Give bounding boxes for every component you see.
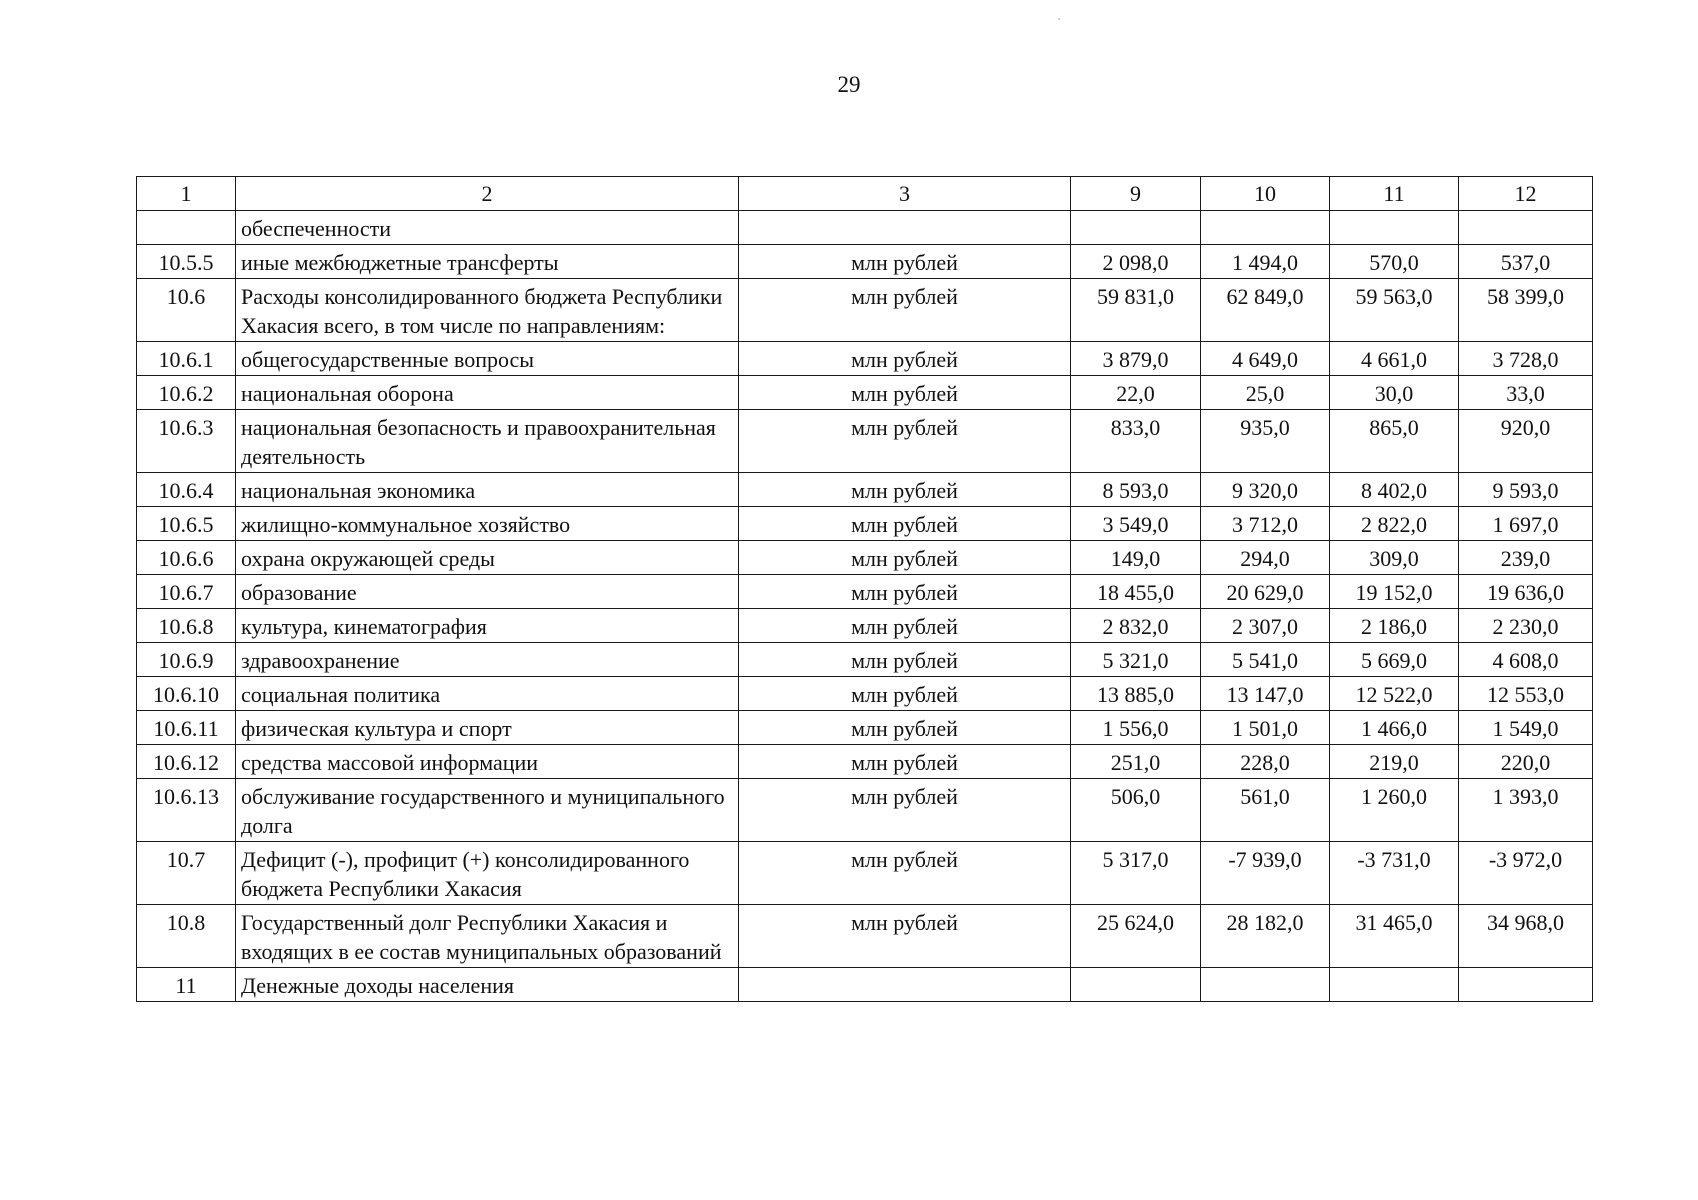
row-value: 19 636,0 — [1459, 575, 1593, 609]
row-name: здравоохранение — [236, 643, 739, 677]
row-value: 31 465,0 — [1330, 905, 1459, 968]
row-value: 5 317,0 — [1071, 842, 1201, 905]
row-code: 10.6.10 — [137, 677, 236, 711]
header-row — [137, 177, 1593, 211]
row-unit: млн рублей — [739, 507, 1071, 541]
row-name: образование — [236, 575, 739, 609]
row-value: 570,0 — [1330, 245, 1459, 279]
row-value: 1 501,0 — [1201, 711, 1330, 745]
row-value: 9 320,0 — [1201, 473, 1330, 507]
column-header: 9 — [1071, 177, 1201, 211]
table-row — [137, 643, 1593, 677]
row-unit: млн рублей — [739, 905, 1071, 968]
row-value — [1071, 211, 1201, 245]
row-code: 10.6 — [137, 279, 236, 342]
row-value: 4 649,0 — [1201, 342, 1330, 376]
row-value: 58 399,0 — [1459, 279, 1593, 342]
row-value: 20 629,0 — [1201, 575, 1330, 609]
row-unit: млн рублей — [739, 745, 1071, 779]
row-value: 537,0 — [1459, 245, 1593, 279]
column-header: 11 — [1330, 177, 1459, 211]
row-value: 22,0 — [1071, 376, 1201, 410]
table-row — [137, 779, 1593, 842]
row-unit: млн рублей — [739, 342, 1071, 376]
table-row — [137, 279, 1593, 342]
row-code: 10.6.12 — [137, 745, 236, 779]
row-value: 33,0 — [1459, 376, 1593, 410]
row-value: 18 455,0 — [1071, 575, 1201, 609]
row-code: 10.8 — [137, 905, 236, 968]
table-row — [137, 376, 1593, 410]
row-value: 2 822,0 — [1330, 507, 1459, 541]
row-value: 1 466,0 — [1330, 711, 1459, 745]
row-unit: млн рублей — [739, 711, 1071, 745]
row-value: 506,0 — [1071, 779, 1201, 842]
table-row — [137, 905, 1593, 968]
row-code: 10.6.13 — [137, 779, 236, 842]
column-header: 2 — [236, 177, 739, 211]
row-name: Дефицит (-), профицит (+) консолидированного бюджета Республики Хакасия — [236, 842, 739, 905]
row-name: национальная безопасность и правоохранительная деятельность — [236, 410, 739, 473]
row-value: 251,0 — [1071, 745, 1201, 779]
row-value: 1 494,0 — [1201, 245, 1330, 279]
row-value: 34 968,0 — [1459, 905, 1593, 968]
table-row — [137, 342, 1593, 376]
row-value — [1459, 968, 1593, 1002]
row-value: 13 147,0 — [1201, 677, 1330, 711]
column-header: 3 — [739, 177, 1071, 211]
row-value: 2 307,0 — [1201, 609, 1330, 643]
row-value — [1330, 211, 1459, 245]
row-name: охрана окружающей среды — [236, 541, 739, 575]
row-unit: млн рублей — [739, 779, 1071, 842]
row-value: 1 393,0 — [1459, 779, 1593, 842]
table-row — [137, 473, 1593, 507]
row-value — [1330, 968, 1459, 1002]
row-name: обслуживание государственного и муниципального долга — [236, 779, 739, 842]
row-value: 5 541,0 — [1201, 643, 1330, 677]
row-code: 10.7 — [137, 842, 236, 905]
row-name: Государственный долг Республики Хакасия и входящих в ее состав муниципальных образований — [236, 905, 739, 968]
table-row — [137, 541, 1593, 575]
row-value: 561,0 — [1201, 779, 1330, 842]
row-value: 239,0 — [1459, 541, 1593, 575]
row-value: 2 230,0 — [1459, 609, 1593, 643]
table-row — [137, 677, 1593, 711]
row-value: 3 712,0 — [1201, 507, 1330, 541]
row-value: 13 885,0 — [1071, 677, 1201, 711]
row-value: 1 260,0 — [1330, 779, 1459, 842]
table-row — [137, 507, 1593, 541]
row-value: 2 186,0 — [1330, 609, 1459, 643]
row-value: 8 402,0 — [1330, 473, 1459, 507]
table-row — [137, 968, 1593, 1002]
row-name: иные межбюджетные трансферты — [236, 245, 739, 279]
row-code: 10.6.2 — [137, 376, 236, 410]
row-code: 10.6.4 — [137, 473, 236, 507]
row-name: Денежные доходы населения — [236, 968, 739, 1002]
row-code: 10.6.3 — [137, 410, 236, 473]
table-row — [137, 575, 1593, 609]
row-value — [1071, 968, 1201, 1002]
row-name: культура, кинематография — [236, 609, 739, 643]
row-value: 4 661,0 — [1330, 342, 1459, 376]
row-value: 5 669,0 — [1330, 643, 1459, 677]
row-name: жилищно-коммунальное хозяйство — [236, 507, 739, 541]
row-value: 3 728,0 — [1459, 342, 1593, 376]
row-value: 149,0 — [1071, 541, 1201, 575]
row-value: 1 549,0 — [1459, 711, 1593, 745]
row-value: -7 939,0 — [1201, 842, 1330, 905]
table-row — [137, 410, 1593, 473]
row-value: 62 849,0 — [1201, 279, 1330, 342]
row-value: 9 593,0 — [1459, 473, 1593, 507]
row-code: 11 — [137, 968, 236, 1002]
row-unit: млн рублей — [739, 245, 1071, 279]
table-row — [137, 711, 1593, 745]
row-code: 10.6.9 — [137, 643, 236, 677]
row-value — [1201, 211, 1330, 245]
table-row — [137, 609, 1593, 643]
row-code: 10.6.7 — [137, 575, 236, 609]
row-unit: млн рублей — [739, 609, 1071, 643]
row-code: 10.6.6 — [137, 541, 236, 575]
row-name: физическая культура и спорт — [236, 711, 739, 745]
row-unit: млн рублей — [739, 842, 1071, 905]
table-body — [137, 211, 1593, 1002]
row-value: 228,0 — [1201, 745, 1330, 779]
row-value: 30,0 — [1330, 376, 1459, 410]
row-value: 19 152,0 — [1330, 575, 1459, 609]
table-row — [137, 245, 1593, 279]
row-name: средства массовой информации — [236, 745, 739, 779]
column-header: 10 — [1201, 177, 1330, 211]
row-value: 12 553,0 — [1459, 677, 1593, 711]
row-value: 833,0 — [1071, 410, 1201, 473]
row-code: 10.6.5 — [137, 507, 236, 541]
row-code: 10.6.11 — [137, 711, 236, 745]
scan-mark — [1058, 18, 1060, 20]
row-value: 28 182,0 — [1201, 905, 1330, 968]
row-name: общегосударственные вопросы — [236, 342, 739, 376]
row-value: 219,0 — [1330, 745, 1459, 779]
row-value: -3 972,0 — [1459, 842, 1593, 905]
row-value: 5 321,0 — [1071, 643, 1201, 677]
row-value: 25,0 — [1201, 376, 1330, 410]
row-unit: млн рублей — [739, 376, 1071, 410]
row-value: 220,0 — [1459, 745, 1593, 779]
row-value: 1 697,0 — [1459, 507, 1593, 541]
row-value: 3 549,0 — [1071, 507, 1201, 541]
row-unit — [739, 968, 1071, 1002]
row-unit: млн рублей — [739, 677, 1071, 711]
row-value: 25 624,0 — [1071, 905, 1201, 968]
row-value: 294,0 — [1201, 541, 1330, 575]
page-number: 29 — [837, 72, 861, 97]
row-unit: млн рублей — [739, 643, 1071, 677]
row-value: 2 832,0 — [1071, 609, 1201, 643]
row-value: 920,0 — [1459, 410, 1593, 473]
row-unit: млн рублей — [739, 279, 1071, 342]
budget-table — [136, 176, 1593, 1002]
table-row — [137, 842, 1593, 905]
row-unit: млн рублей — [739, 541, 1071, 575]
row-code: 10.6.1 — [137, 342, 236, 376]
table-row — [137, 745, 1593, 779]
row-value: 3 879,0 — [1071, 342, 1201, 376]
column-header: 12 — [1459, 177, 1593, 211]
row-value — [1459, 211, 1593, 245]
table-row — [137, 211, 1593, 245]
row-unit: млн рублей — [739, 410, 1071, 473]
row-value — [1201, 968, 1330, 1002]
row-value: 4 608,0 — [1459, 643, 1593, 677]
row-code — [137, 211, 236, 245]
column-header: 1 — [137, 177, 236, 211]
row-unit: млн рублей — [739, 473, 1071, 507]
row-value: 12 522,0 — [1330, 677, 1459, 711]
row-value: 865,0 — [1330, 410, 1459, 473]
row-unit: млн рублей — [739, 575, 1071, 609]
row-value: 309,0 — [1330, 541, 1459, 575]
row-name: национальная экономика — [236, 473, 739, 507]
row-value: -3 731,0 — [1330, 842, 1459, 905]
row-code: 10.6.8 — [137, 609, 236, 643]
row-unit — [739, 211, 1071, 245]
row-name: Расходы консолидированного бюджета Республики Хакасия всего, в том числе по направлениям: — [236, 279, 739, 342]
row-value: 59 831,0 — [1071, 279, 1201, 342]
row-value: 1 556,0 — [1071, 711, 1201, 745]
row-value: 2 098,0 — [1071, 245, 1201, 279]
row-name: социальная политика — [236, 677, 739, 711]
row-name: национальная оборона — [236, 376, 739, 410]
row-name: обеспеченности — [236, 211, 739, 245]
row-value: 59 563,0 — [1330, 279, 1459, 342]
row-code: 10.5.5 — [137, 245, 236, 279]
row-value: 8 593,0 — [1071, 473, 1201, 507]
row-value: 935,0 — [1201, 410, 1330, 473]
